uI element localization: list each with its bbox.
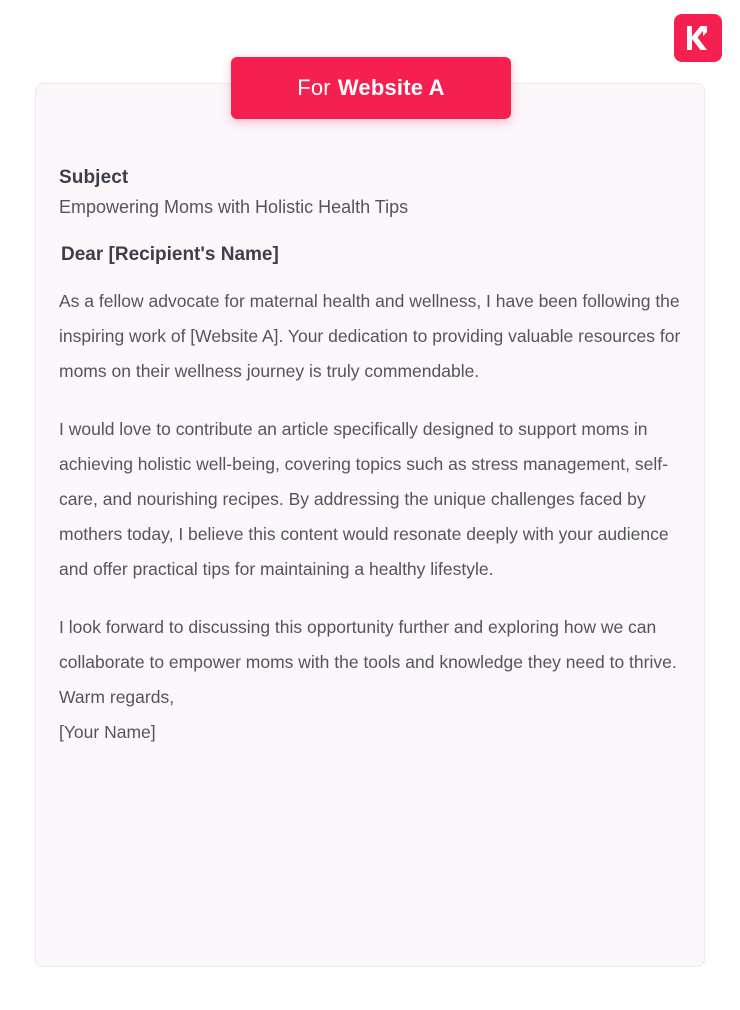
header-emphasis: Website A xyxy=(337,75,445,100)
sign-off xyxy=(59,680,681,750)
signature-line: [Your Name] xyxy=(59,722,156,742)
card-header-tab xyxy=(231,57,511,119)
km-monogram-icon xyxy=(683,23,713,53)
closing-line: Warm regards, xyxy=(59,687,175,707)
subject-label: Subject xyxy=(59,167,129,188)
paragraph-3: I look forward to discussing this opportunity further and exploring how we can collaborate to empower moms with the tools and knowledge they need to thrive. xyxy=(59,617,677,672)
letter-body xyxy=(59,167,681,750)
subject-value: Empowering Moms with Holistic Health Tips xyxy=(59,197,409,217)
paragraph-1: As a fellow advocate for maternal health and wellness, I have been following the inspiring work of [Website A]. Your dedication to providing valuable resources for moms on their wellness journey is truly commendable. xyxy=(59,291,681,381)
salutation: Dear [Recipient's Name] xyxy=(61,244,279,265)
paragraph-2: I would love to contribute an article specifically designed to support moms in achieving holistic well-being, covering topics such as stress management, self-care, and nourishing recipes. By addressing the unique challenges faced by mothers today, I believe this content would resonate deeply with your audience and offer practical tips for maintaining a healthy lifestyle. xyxy=(59,419,669,579)
header-prefix: For xyxy=(297,75,331,100)
brand-logo xyxy=(674,14,722,62)
letter-card xyxy=(35,75,705,967)
